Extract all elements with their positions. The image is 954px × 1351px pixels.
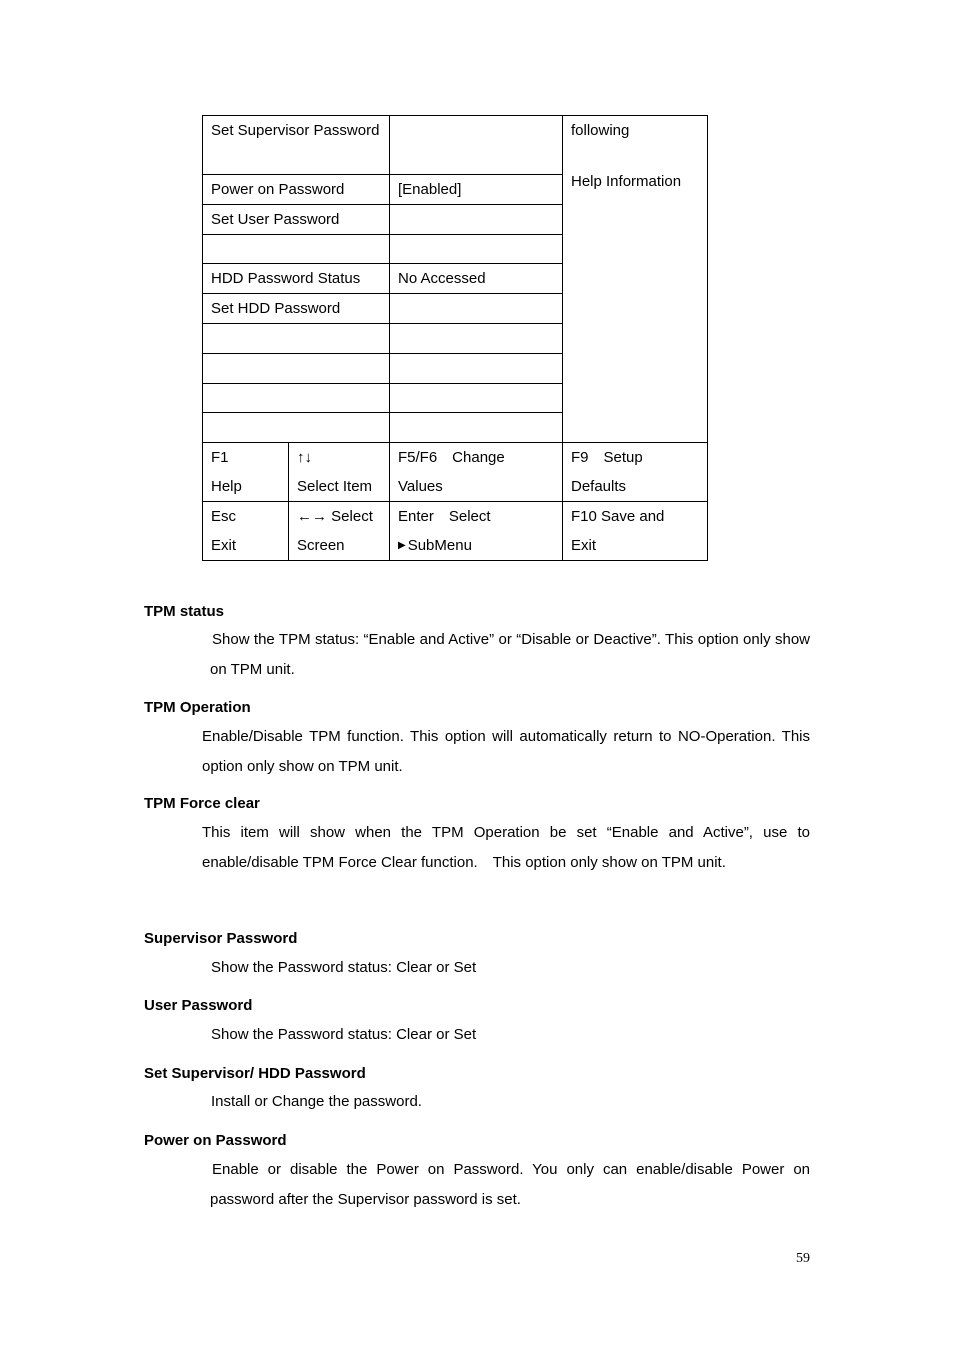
key-change-values: F5/F6 Change Values — [390, 443, 563, 502]
key-help: F1 Help — [203, 443, 289, 502]
row-label: Set HDD Password — [203, 294, 390, 324]
help-line-2: Help Information — [571, 173, 682, 190]
section-text-tpm-force-clear: This item will show when the TPM Operation be set “Enable and Active”, use to enable/disable TPM Force Clear function. This option only show on TPM unit. — [202, 824, 810, 871]
section-heading-supervisor-password: Supervisor Password — [144, 930, 298, 947]
row-label: Power on Password — [203, 175, 390, 205]
row-value — [390, 354, 563, 384]
row-label: HDD Password Status — [203, 264, 390, 294]
row-value: No Accessed — [390, 264, 563, 294]
triangle-right-icon: ▶ — [398, 540, 406, 551]
help-line-1: following — [571, 122, 630, 139]
key-select-item: ↑↓ Select Item — [289, 443, 390, 502]
row-label — [203, 384, 390, 413]
section-text-tpm-operation: Enable/Disable TPM function. This option will automatically return to NO-Operation. This option only show on TPM unit. — [202, 728, 810, 775]
key-save-exit: F10 Save and Exit — [563, 502, 708, 561]
key-setup-defaults: F9 Setup Defaults — [563, 443, 708, 502]
key-select-submenu: Enter Select ▶ SubMenu — [390, 502, 563, 561]
row-label: Set Supervisor Password — [203, 116, 390, 175]
section-heading-set-supervisor-hdd-password: Set Supervisor/ HDD Password — [144, 1065, 366, 1082]
section-text-set-supervisor-hdd-password: Install or Change the password. — [211, 1093, 422, 1110]
row-value — [390, 324, 563, 354]
row-value — [390, 294, 563, 324]
row-value: [Enabled] — [390, 175, 563, 205]
row-label: Set User Password — [203, 205, 390, 235]
row-value — [390, 384, 563, 413]
row-label — [203, 354, 390, 384]
page-number: 59 — [796, 1251, 810, 1266]
row-value — [390, 413, 563, 443]
section-text-tpm-status: Show the TPM status: “Enable and Active” or “Disable or Deactive”. This option only show on TPM unit. — [210, 631, 810, 678]
row-label — [203, 324, 390, 354]
section-text-supervisor-password: Show the Password status: Clear or Set — [211, 959, 477, 976]
row-value — [390, 235, 563, 264]
section-heading-user-password: User Password — [144, 997, 253, 1014]
section-heading-power-on-password: Power on Password — [144, 1132, 287, 1149]
key-exit: Esc Exit — [203, 502, 289, 561]
section-heading-tpm-force-clear: TPM Force clear — [144, 795, 260, 812]
row-label — [203, 235, 390, 264]
help-panel — [563, 116, 708, 443]
section-heading-tpm-status: TPM status — [144, 603, 225, 620]
row-value — [390, 116, 563, 175]
section-text-user-password: Show the Password status: Clear or Set — [211, 1026, 477, 1043]
row-value — [390, 205, 563, 235]
row-label — [203, 413, 390, 443]
key-select-screen: ←→ Select Screen — [289, 502, 390, 561]
section-text-power-on-password: Enable or disable the Power on Password. You only can enable/disable Power on password after the Supervisor password is set. — [210, 1161, 810, 1208]
bios-security-table — [202, 115, 708, 561]
section-heading-tpm-operation: TPM Operation — [144, 699, 251, 716]
